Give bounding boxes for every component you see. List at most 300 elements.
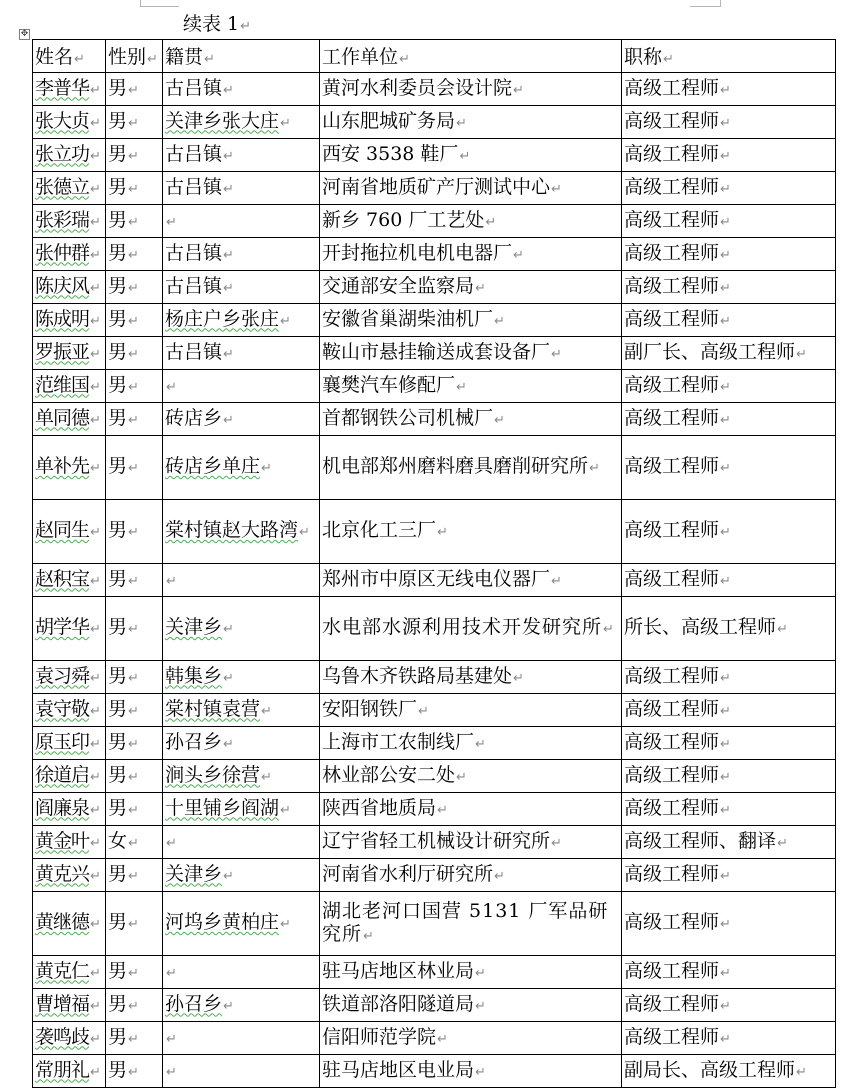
cell-gender — [106, 597, 163, 661]
paragraph-mark-icon: ↵ — [796, 1064, 807, 1080]
paragraph-mark-icon: ↵ — [720, 736, 731, 752]
cell-name-text: 曹增福 — [35, 992, 90, 1015]
cell-unit — [320, 760, 622, 793]
paragraph-mark-icon: ↵ — [777, 622, 788, 637]
cell-origin — [163, 436, 320, 500]
cell-unit-text: 铁道部洛阳隧道局 — [322, 992, 475, 1015]
cell-origin-text: 十里铺乡阎湖 — [165, 796, 280, 819]
paragraph-mark-icon: ↵ — [720, 280, 731, 296]
paragraph-mark-icon: ↵ — [456, 769, 467, 785]
paragraph-mark-icon: ↵ — [90, 670, 100, 686]
cell-title-text: 高级工程师 — [624, 175, 720, 198]
paragraph-mark-icon: ↵ — [720, 313, 731, 329]
paragraph-mark-icon: ↵ — [240, 19, 252, 34]
cell-gender-text: 男 — [108, 307, 128, 330]
paragraph-mark-icon: ↵ — [128, 379, 139, 395]
table-row — [33, 694, 836, 727]
paragraph-mark-icon: ↵ — [166, 379, 177, 395]
cell-title — [622, 271, 836, 304]
cell-name — [33, 859, 106, 892]
cell-gender — [106, 370, 163, 403]
paragraph-mark-icon: ↵ — [90, 769, 100, 785]
paragraph-mark-icon: ↵ — [720, 917, 731, 932]
cell-gender-text: 男 — [108, 664, 128, 687]
cell-unit-text: 上海市工农制线厂 — [322, 730, 475, 753]
paragraph-mark-icon: ↵ — [280, 917, 291, 932]
page-corner-mark-left — [140, 0, 179, 7]
cell-gender — [106, 337, 163, 370]
cell-unit — [320, 661, 622, 694]
cell-origin-text: 关津乡张大庄 — [165, 109, 280, 132]
paragraph-mark-icon: ↵ — [128, 525, 139, 540]
cell-title — [622, 892, 836, 956]
cell-origin — [163, 694, 320, 727]
paragraph-mark-icon: ↵ — [90, 313, 100, 329]
cell-gender-text: 男 — [108, 175, 128, 198]
cell-name — [33, 304, 106, 337]
cell-title — [622, 304, 836, 337]
cell-origin — [163, 500, 320, 564]
paragraph-mark-icon: ↵ — [437, 525, 448, 540]
cell-origin-text: 古吕镇 — [165, 340, 223, 363]
cell-gender — [106, 564, 163, 597]
cell-origin — [163, 1022, 320, 1055]
cell-title-text: 高级工程师 — [624, 307, 720, 330]
paragraph-mark-icon: ↵ — [513, 82, 524, 98]
cell-origin-text: 关津乡 — [165, 862, 223, 885]
cell-name — [33, 139, 106, 172]
cell-origin — [163, 271, 320, 304]
header-name: 姓名↵ — [33, 40, 106, 73]
cell-title-text: 高级工程师、翻译 — [624, 829, 777, 852]
paragraph-mark-icon: ↵ — [261, 461, 272, 476]
table-caption — [183, 12, 251, 39]
cell-name — [33, 403, 106, 436]
paragraph-mark-icon: ↵ — [128, 313, 139, 329]
paragraph-mark-icon: ↵ — [128, 998, 139, 1014]
paragraph-mark-icon: ↵ — [166, 1064, 177, 1080]
cell-unit — [320, 694, 622, 727]
paragraph-mark-icon: ↵ — [90, 1064, 100, 1080]
cell-gender-text: 男 — [108, 730, 128, 753]
cell-unit — [320, 793, 622, 826]
cell-name — [33, 1055, 106, 1088]
header-origin: 籍贯↵ — [163, 40, 320, 73]
cell-name-text: 徐道启 — [35, 763, 90, 786]
cell-unit-text: 鞍山市悬挂输送成套设备厂 — [322, 340, 551, 363]
paragraph-mark-icon: ↵ — [475, 736, 486, 752]
table-row — [33, 370, 836, 403]
paragraph-mark-icon: ↵ — [603, 622, 615, 637]
cell-origin-text: 孙召乡 — [165, 992, 223, 1015]
cell-unit-text: 驻马店地区林业局 — [322, 959, 475, 982]
cell-name — [33, 172, 106, 205]
cell-name-text: 原玉印 — [35, 730, 90, 753]
cell-unit-text: 新乡 760 厂工艺处 — [322, 208, 485, 231]
cell-name-text: 范维国 — [35, 373, 90, 396]
table-row — [33, 172, 836, 205]
cell-origin — [163, 106, 320, 139]
paragraph-mark-icon: ↵ — [90, 622, 100, 637]
table-row — [33, 727, 836, 760]
paragraph-mark-icon: ↵ — [456, 379, 467, 395]
paragraph-mark-icon: ↵ — [128, 622, 139, 637]
paragraph-mark-icon: ↵ — [128, 181, 139, 197]
cell-title — [622, 139, 836, 172]
paragraph-mark-icon: ↵ — [223, 148, 234, 164]
cell-title-text: 高级工程师 — [624, 763, 720, 786]
cell-name-text: 黄克仁 — [35, 959, 90, 982]
table-row — [33, 826, 836, 859]
cell-gender-text: 男 — [108, 241, 128, 264]
cell-unit — [320, 956, 622, 989]
cell-title-text: 高级工程师 — [624, 208, 720, 231]
cell-unit — [320, 106, 622, 139]
cell-gender-text: 男 — [108, 911, 128, 933]
cell-unit-text: 湖北老河口国营 5131 厂军品研究所 — [322, 899, 609, 945]
paragraph-mark-icon: ↵ — [261, 769, 272, 785]
cell-gender-text: 男 — [108, 616, 128, 638]
cell-gender-text: 男 — [108, 1025, 128, 1048]
paragraph-mark-icon: ↵ — [720, 998, 731, 1014]
paragraph-mark-icon: ↵ — [90, 1031, 100, 1047]
cell-name — [33, 106, 106, 139]
paragraph-mark-icon: ↵ — [90, 965, 100, 981]
table-row — [33, 793, 836, 826]
paragraph-mark-icon: ↵ — [777, 835, 788, 851]
cell-gender — [106, 73, 163, 106]
cell-unit — [320, 859, 622, 892]
cell-origin — [163, 73, 320, 106]
cell-origin-text: 砖店乡 — [165, 406, 223, 429]
cell-name-text: 李普华 — [35, 76, 90, 99]
cell-unit-text: 交通部安全监察局 — [322, 274, 475, 297]
cell-name-text: 单同德 — [35, 406, 90, 429]
cell-unit — [320, 597, 622, 661]
cell-origin — [163, 304, 320, 337]
cell-origin — [163, 859, 320, 892]
cell-unit — [320, 238, 622, 271]
cell-gender — [106, 1022, 163, 1055]
paragraph-mark-icon: ↵ — [90, 214, 100, 230]
paragraph-mark-icon: ↵ — [128, 703, 139, 719]
cell-name-text: 黄继德 — [35, 911, 90, 933]
cell-title-text: 高级工程师 — [624, 567, 720, 590]
cell-unit-text: 黄河水利委员会设计院 — [322, 76, 513, 99]
cell-title-text: 高级工程师 — [624, 911, 720, 933]
table-row — [33, 597, 836, 661]
cell-gender — [106, 403, 163, 436]
cell-unit-text: 西安 3538 鞋厂 — [322, 142, 459, 165]
paragraph-mark-icon: ↵ — [280, 313, 291, 329]
paragraph-mark-icon: ↵ — [128, 214, 139, 230]
paragraph-mark-icon: ↵ — [90, 115, 100, 131]
cell-unit — [320, 304, 622, 337]
cell-origin-text: 关津乡 — [165, 616, 223, 638]
cell-unit — [320, 73, 622, 106]
cell-gender — [106, 238, 163, 271]
cell-name-text: 赵同生 — [35, 519, 90, 541]
paragraph-mark-icon: ↵ — [551, 181, 562, 197]
cell-unit — [320, 727, 622, 760]
cell-name-text: 阎廉泉 — [35, 796, 90, 819]
table-row — [33, 989, 836, 1022]
cell-title-text: 副厂长、高级工程师 — [624, 340, 796, 363]
paragraph-mark-icon: ↵ — [720, 115, 731, 131]
cell-gender — [106, 436, 163, 500]
table-row — [33, 403, 836, 436]
paragraph-mark-icon: ↵ — [128, 148, 139, 164]
cell-origin — [163, 760, 320, 793]
paragraph-mark-icon: ↵ — [128, 965, 139, 981]
cell-gender — [106, 892, 163, 956]
paragraph-mark-icon: ↵ — [551, 346, 562, 362]
cell-title — [622, 205, 836, 238]
cell-gender — [106, 826, 163, 859]
cell-unit-text: 水电部水源利用技术开发研究所 — [322, 616, 603, 638]
cell-gender — [106, 500, 163, 564]
paragraph-mark-icon: ↵ — [128, 868, 139, 884]
cell-origin — [163, 139, 320, 172]
cell-unit-text: 辽宁省轻工机械设计研究所 — [322, 829, 551, 852]
paragraph-mark-icon: ↵ — [90, 525, 100, 540]
cell-origin — [163, 892, 320, 956]
cell-name — [33, 1022, 106, 1055]
cell-name — [33, 694, 106, 727]
cell-unit — [320, 826, 622, 859]
cell-title-text: 高级工程师 — [624, 664, 720, 687]
paragraph-mark-icon: ↵ — [223, 412, 234, 428]
cell-unit — [320, 271, 622, 304]
cell-gender-text: 男 — [108, 519, 128, 541]
table-row — [33, 205, 836, 238]
paragraph-mark-icon: ↵ — [280, 802, 291, 818]
cell-name — [33, 500, 106, 564]
cell-unit — [320, 403, 622, 436]
paragraph-mark-icon: ↵ — [223, 280, 234, 296]
paragraph-mark-icon: ↵ — [166, 214, 177, 230]
cell-title-text: 高级工程师 — [624, 796, 720, 819]
cell-title — [622, 337, 836, 370]
cell-unit-text: 首都钢铁公司机械厂 — [322, 406, 494, 429]
cell-gender-text: 男 — [108, 373, 128, 396]
cell-gender-text: 男 — [108, 959, 128, 982]
cell-gender — [106, 727, 163, 760]
personnel-table — [32, 39, 836, 1088]
table-row — [33, 564, 836, 597]
cell-origin — [163, 727, 320, 760]
paragraph-mark-icon: ↵ — [223, 736, 234, 752]
cell-origin-text: 杨庄户乡张庄 — [165, 307, 280, 330]
cell-title-text: 高级工程师 — [624, 406, 720, 429]
cell-unit — [320, 436, 622, 500]
cell-gender — [106, 271, 163, 304]
cell-name — [33, 370, 106, 403]
table-row — [33, 1055, 836, 1088]
cell-unit — [320, 139, 622, 172]
cell-origin-text: 古吕镇 — [165, 175, 223, 198]
cell-name-text: 张大贞 — [35, 109, 90, 132]
paragraph-mark-icon: ↵ — [475, 965, 486, 981]
paragraph-mark-icon: ↵ — [166, 965, 177, 981]
cell-gender-text: 男 — [108, 340, 128, 363]
cell-title-text: 高级工程师 — [624, 992, 720, 1015]
cell-origin-text: 孙召乡 — [165, 730, 223, 753]
paragraph-mark-icon: ↵ — [720, 412, 731, 428]
cell-gender-text: 男 — [108, 992, 128, 1015]
cell-name — [33, 337, 106, 370]
paragraph-mark-icon: ↵ — [363, 928, 375, 944]
paragraph-mark-icon: ↵ — [475, 1064, 486, 1080]
cell-name-text: 黄克兴 — [35, 862, 90, 885]
cell-origin-text: 古吕镇 — [165, 241, 223, 264]
cell-name — [33, 892, 106, 956]
paragraph-mark-icon: ↵ — [720, 670, 731, 686]
cell-gender — [106, 760, 163, 793]
cell-unit — [320, 564, 622, 597]
cell-gender-text: 男 — [108, 1058, 128, 1081]
paragraph-mark-icon: ↵ — [720, 1031, 731, 1047]
paragraph-mark-icon: ↵ — [494, 313, 505, 329]
cell-unit — [320, 370, 622, 403]
paragraph-mark-icon: ↵ — [166, 573, 177, 589]
cell-unit-text: 北京化工三厂 — [322, 519, 437, 541]
paragraph-mark-icon: ↵ — [437, 802, 448, 818]
cell-gender — [106, 859, 163, 892]
paragraph-mark-icon: ↵ — [128, 346, 139, 362]
cell-origin — [163, 564, 320, 597]
paragraph-mark-icon: ↵ — [720, 525, 731, 540]
cell-origin-text: 古吕镇 — [165, 142, 223, 165]
cell-gender-text: 男 — [108, 862, 128, 885]
cell-name — [33, 597, 106, 661]
paragraph-mark-icon: ↵ — [90, 379, 100, 395]
cell-unit-text: 郑州市中原区无线电仪器厂 — [322, 567, 551, 590]
paragraph-mark-icon: ↵ — [90, 461, 100, 476]
cell-unit-text: 陕西省地质局 — [322, 796, 437, 819]
paragraph-mark-icon: ↵ — [223, 82, 234, 98]
page-corner-mark-right — [690, 0, 721, 7]
paragraph-mark-icon: ↵ — [90, 346, 100, 362]
cell-title-text: 所长、高级工程师 — [624, 616, 777, 638]
cell-name — [33, 564, 106, 597]
cell-title — [622, 694, 836, 727]
paragraph-mark-icon: ↵ — [128, 461, 139, 476]
paragraph-mark-icon: ↵ — [90, 573, 100, 589]
cell-title-text: 高级工程师 — [624, 697, 720, 720]
cell-origin — [163, 956, 320, 989]
cell-title-text: 高级工程师 — [624, 241, 720, 264]
paragraph-mark-icon: ↵ — [90, 917, 100, 932]
cell-name — [33, 238, 106, 271]
paragraph-mark-icon: ↵ — [223, 181, 234, 197]
cell-gender — [106, 793, 163, 826]
cell-title — [622, 106, 836, 139]
cell-unit-text: 驻马店地区电业局 — [322, 1058, 475, 1081]
cell-title — [622, 859, 836, 892]
cell-gender — [106, 694, 163, 727]
cell-unit — [320, 1055, 622, 1088]
paragraph-mark-icon: ↵ — [513, 247, 524, 263]
cell-title — [622, 597, 836, 661]
table-row — [33, 436, 836, 500]
cell-title — [622, 370, 836, 403]
paragraph-mark-icon: ↵ — [720, 769, 731, 785]
cell-gender — [106, 106, 163, 139]
cell-unit-text: 机电部郑州磨料磨具磨削研究所 — [322, 455, 589, 477]
paragraph-mark-icon: ↵ — [280, 115, 291, 131]
cell-title-text: 高级工程师 — [624, 455, 720, 477]
cell-name-text: 陈庆风 — [35, 274, 90, 297]
cell-title-text: 高级工程师 — [624, 373, 720, 396]
cell-name-text: 黄金叶 — [35, 829, 90, 852]
cell-title — [622, 172, 836, 205]
cell-name — [33, 989, 106, 1022]
paragraph-mark-icon: ↵ — [90, 802, 100, 818]
cell-unit-text: 信阳师范学院 — [322, 1025, 437, 1048]
cell-name-text: 张德立 — [35, 175, 90, 198]
paragraph-mark-icon: ↵ — [128, 573, 139, 589]
paragraph-mark-icon: ↵ — [223, 247, 234, 263]
cell-gender-text: 男 — [108, 697, 128, 720]
paragraph-mark-icon: ↵ — [456, 115, 467, 131]
cell-name — [33, 793, 106, 826]
paragraph-mark-icon: ↵ — [551, 835, 562, 851]
paragraph-mark-icon: ↵ — [90, 998, 100, 1014]
paragraph-mark-icon: ↵ — [720, 965, 731, 981]
cell-origin — [163, 172, 320, 205]
cell-title-text: 高级工程师 — [624, 730, 720, 753]
paragraph-mark-icon: ↵ — [720, 214, 731, 230]
cell-unit — [320, 205, 622, 238]
cell-name-text: 张立功 — [35, 142, 90, 165]
cell-origin — [163, 370, 320, 403]
cell-gender — [106, 989, 163, 1022]
paragraph-mark-icon: ↵ — [128, 1064, 139, 1080]
paragraph-mark-icon: ↵ — [475, 280, 486, 296]
cell-name-text: 张彩瑞 — [35, 208, 90, 231]
cell-origin-text: 砖店乡单庄 — [165, 455, 261, 477]
paragraph-mark-icon: ↵ — [90, 868, 100, 884]
paragraph-mark-icon: ↵ — [128, 835, 139, 851]
cell-origin — [163, 661, 320, 694]
cell-origin — [163, 205, 320, 238]
cell-name-text: 罗振亚 — [35, 340, 90, 363]
cell-unit — [320, 172, 622, 205]
cell-gender-text: 男 — [108, 455, 128, 477]
paragraph-mark-icon: ↵ — [494, 868, 505, 884]
cell-title — [622, 1055, 836, 1088]
cell-name — [33, 73, 106, 106]
table-move-handle-icon[interactable]: ✥ — [20, 29, 29, 39]
cell-name — [33, 760, 106, 793]
cell-name — [33, 826, 106, 859]
cell-title — [622, 73, 836, 106]
table-row — [33, 271, 836, 304]
cell-gender-text: 男 — [108, 796, 128, 819]
paragraph-mark-icon: ↵ — [90, 181, 100, 197]
cell-name-text: 单补先 — [35, 455, 90, 477]
cell-title — [622, 793, 836, 826]
cell-unit — [320, 500, 622, 564]
cell-title-text: 高级工程师 — [624, 1025, 720, 1048]
table-row — [33, 760, 836, 793]
paragraph-mark-icon: ↵ — [90, 82, 100, 98]
cell-title-text: 高级工程师 — [624, 959, 720, 982]
table-row — [33, 139, 836, 172]
paragraph-mark-icon: ↵ — [223, 670, 234, 686]
cell-gender-text: 男 — [108, 567, 128, 590]
